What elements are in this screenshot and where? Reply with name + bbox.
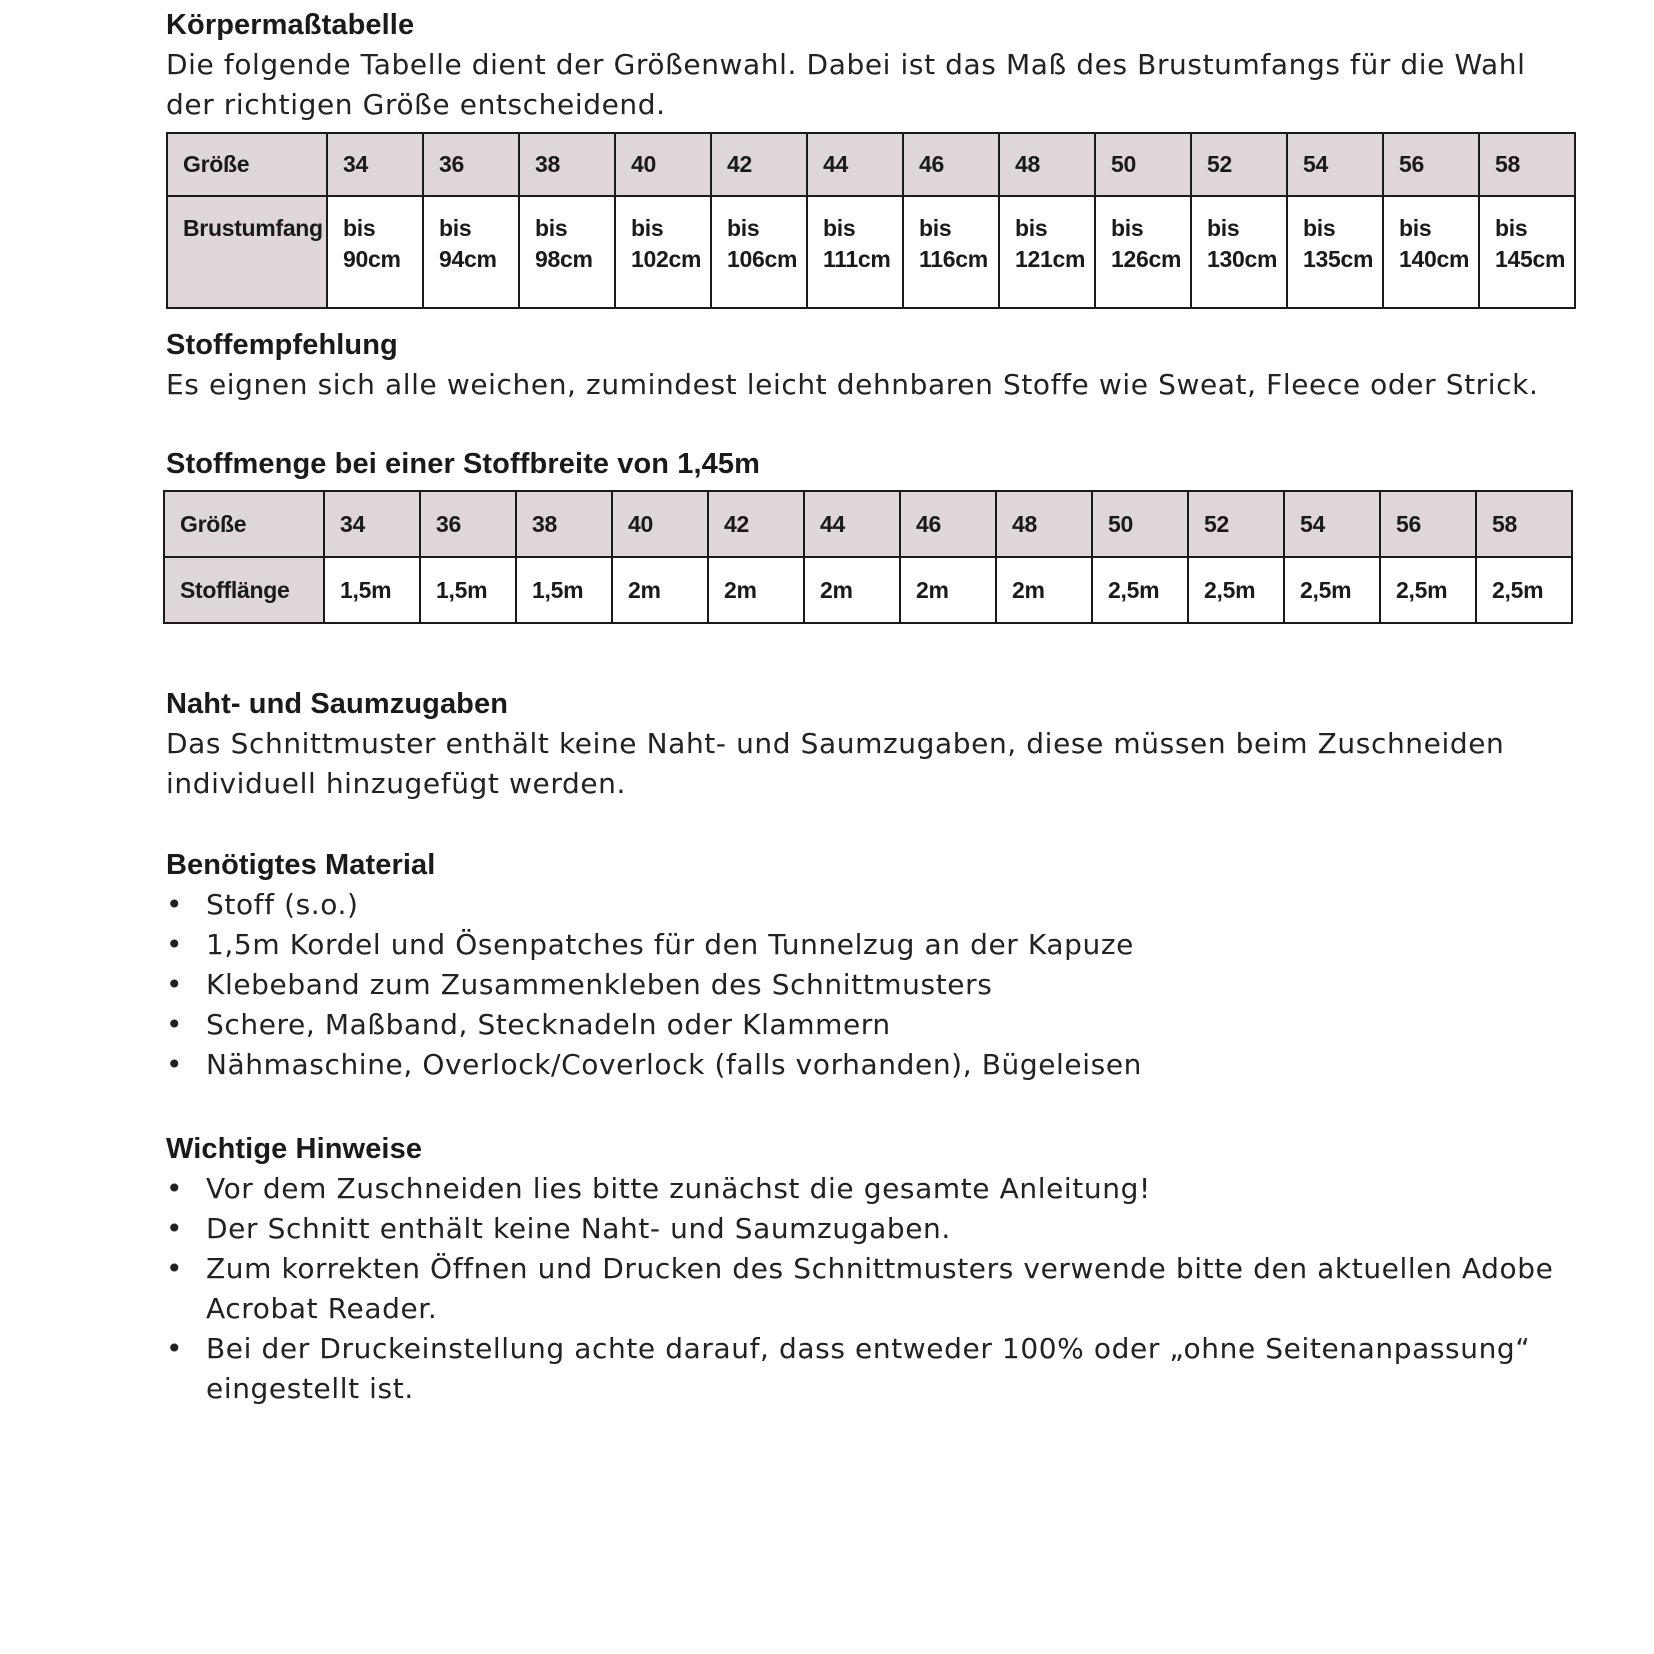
chest-value: 121cm [1015,246,1086,272]
chest-cell [711,196,807,308]
bullet-icon: • [166,928,184,961]
size-cell: 52 [1191,133,1287,196]
seam-allowance-text: Das Schnittmuster enthält keine Naht- und Saumzugaben, diese müssen beim Zuschneiden individuell hinzugefügt werden. [166,727,1505,800]
chest-value: 90cm [343,246,401,272]
list-item-text: Bei der Druckeinstellung achte darauf, dass entweder 100% oder „ohne Seitenanpassung“ eingestellt ist. [206,1332,1531,1405]
list-item-text: Nähmaschine, Overlock/Coverlock (falls vorhanden), Bügeleisen [206,1048,1143,1081]
chest-prefix: bis [1111,215,1144,241]
bullet-icon: • [166,888,184,921]
bullet-icon: • [166,1252,184,1285]
fabric-length-cell: 2m [708,557,804,623]
fabric-length-row-label: Stofflänge [164,557,324,623]
bullet-icon: • [166,1212,184,1245]
body-measurements-table [166,132,1576,309]
chest-cell [807,196,903,308]
chest-prefix: bis [823,215,856,241]
chest-cell [1383,196,1479,308]
notes-list [166,1169,1576,1409]
list-item-text: Der Schnitt enthält keine Naht- und Saumzugaben. [206,1212,951,1245]
list-item [166,1045,1576,1085]
fabric-length-cell: 2,5m [1284,557,1380,623]
fabric-length-cell: 2m [804,557,900,623]
list-item [166,965,1576,1005]
chest-value: 140cm [1399,246,1470,272]
fabric-length-cell: 2,5m [1476,557,1572,623]
size-cell: 36 [420,491,516,557]
list-item-text: Schere, Maßband, Stecknadeln oder Klammern [206,1008,891,1041]
chest-prefix: bis [439,215,472,241]
chest-cell [1095,196,1191,308]
chest-prefix: bis [727,215,760,241]
size-cell: 58 [1479,133,1575,196]
fabric-length-cell: 2,5m [1092,557,1188,623]
fabric-recommendation-heading: Stoffempfehlung [166,329,398,361]
size-cell: 34 [327,133,423,196]
list-item [166,1249,1576,1329]
chest-cell [1191,196,1287,308]
size-cell: 40 [612,491,708,557]
notes-heading: Wichtige Hinweise [166,1133,423,1165]
fabric-length-row [164,557,1572,623]
size-cell: 50 [1092,491,1188,557]
chest-value: 145cm [1495,246,1566,272]
size-cell: 54 [1284,491,1380,557]
chest-prefix: bis [1015,215,1048,241]
chest-value: 116cm [919,246,988,272]
chest-value: 111cm [823,246,891,272]
bullet-icon: • [166,1172,184,1205]
body-measurements-intro: Die folgende Tabelle dient der Größenwahl. Dabei ist das Maß des Brustumfangs für die Wahl der richtigen Größe entscheidend. [166,48,1526,121]
size-cell: 52 [1188,491,1284,557]
size-cell: 58 [1476,491,1572,557]
size-cell: 36 [423,133,519,196]
list-item-text: Klebeband zum Zusammenkleben des Schnittmusters [206,968,993,1001]
size-cell: 54 [1287,133,1383,196]
size-cell: 40 [615,133,711,196]
bullet-icon: • [166,1332,184,1365]
bullet-icon: • [166,968,184,1001]
chest-prefix: bis [535,215,568,241]
chest-value: 135cm [1303,246,1374,272]
chest-cell [519,196,615,308]
bullet-icon: • [166,1048,184,1081]
fabric-length-cell: 2,5m [1188,557,1284,623]
chest-value: 102cm [631,246,702,272]
fabric-length-cell: 2m [900,557,996,623]
fabric-length-cell: 1,5m [324,557,420,623]
fabric-length-cell: 2,5m [1380,557,1476,623]
chest-prefix: bis [919,215,952,241]
chest-value: 94cm [439,246,497,272]
size-cell: 46 [900,491,996,557]
chest-cell [903,196,999,308]
bullet-icon: • [166,1008,184,1041]
chest-prefix: bis [1303,215,1336,241]
list-item-text: Zum korrekten Öffnen und Drucken des Schnittmusters verwende bitte den aktuellen Adobe Acrobat Reader. [206,1252,1554,1325]
list-item [166,1169,1576,1209]
chest-value: 106cm [727,246,798,272]
chest-row-label: Brustumfang [167,196,327,308]
fabric-length-cell: 2m [996,557,1092,623]
chest-value: 126cm [1111,246,1182,272]
chest-cell [1479,196,1575,308]
size-row-label: Größe [164,491,324,557]
chest-prefix: bis [1399,215,1432,241]
list-item-text: Stoff (s.o.) [206,888,359,921]
chest-cell [615,196,711,308]
chest-value: 98cm [535,246,593,272]
list-item [166,925,1576,965]
body-measurements-heading: Körpermaßtabelle [166,9,415,41]
chest-prefix: bis [1207,215,1240,241]
chest-cell [423,196,519,308]
size-cell: 56 [1383,133,1479,196]
chest-prefix: bis [1495,215,1528,241]
chest-cell [1287,196,1383,308]
size-row [164,491,1572,557]
seam-allowance-heading: Naht- und Saumzugaben [166,688,509,720]
size-cell: 56 [1380,491,1476,557]
size-cell: 38 [519,133,615,196]
size-cell: 44 [804,491,900,557]
fabric-amount-heading: Stoffmenge bei einer Stoffbreite von 1,45m [166,448,760,480]
size-row [167,133,1575,196]
fabric-length-cell: 1,5m [420,557,516,623]
list-item [166,1209,1576,1249]
size-cell: 42 [711,133,807,196]
size-cell: 44 [807,133,903,196]
fabric-length-cell: 2m [612,557,708,623]
size-row-label: Größe [167,133,327,196]
size-cell: 34 [324,491,420,557]
fabric-recommendation-text: Es eignen sich alle weichen, zumindest leicht dehnbaren Stoffe wie Sweat, Fleece oder Strick. [166,368,1539,401]
fabric-amount-table [163,490,1573,624]
chest-row [167,196,1575,308]
chest-prefix: bis [343,215,376,241]
size-cell: 38 [516,491,612,557]
size-cell: 48 [999,133,1095,196]
size-cell: 46 [903,133,999,196]
chest-prefix: bis [631,215,664,241]
fabric-length-cell: 1,5m [516,557,612,623]
materials-list [166,885,1576,1085]
chest-cell [327,196,423,308]
list-item-text: 1,5m Kordel und Ösenpatches für den Tunnelzug an der Kapuze [206,928,1134,961]
size-cell: 50 [1095,133,1191,196]
materials-heading: Benötigtes Material [166,849,436,881]
size-cell: 42 [708,491,804,557]
list-item [166,885,1576,925]
list-item [166,1005,1576,1045]
chest-cell [999,196,1095,308]
chest-value: 130cm [1207,246,1278,272]
size-cell: 48 [996,491,1092,557]
list-item [166,1329,1576,1409]
list-item-text: Vor dem Zuschneiden lies bitte zunächst die gesamte Anleitung! [206,1172,1151,1205]
